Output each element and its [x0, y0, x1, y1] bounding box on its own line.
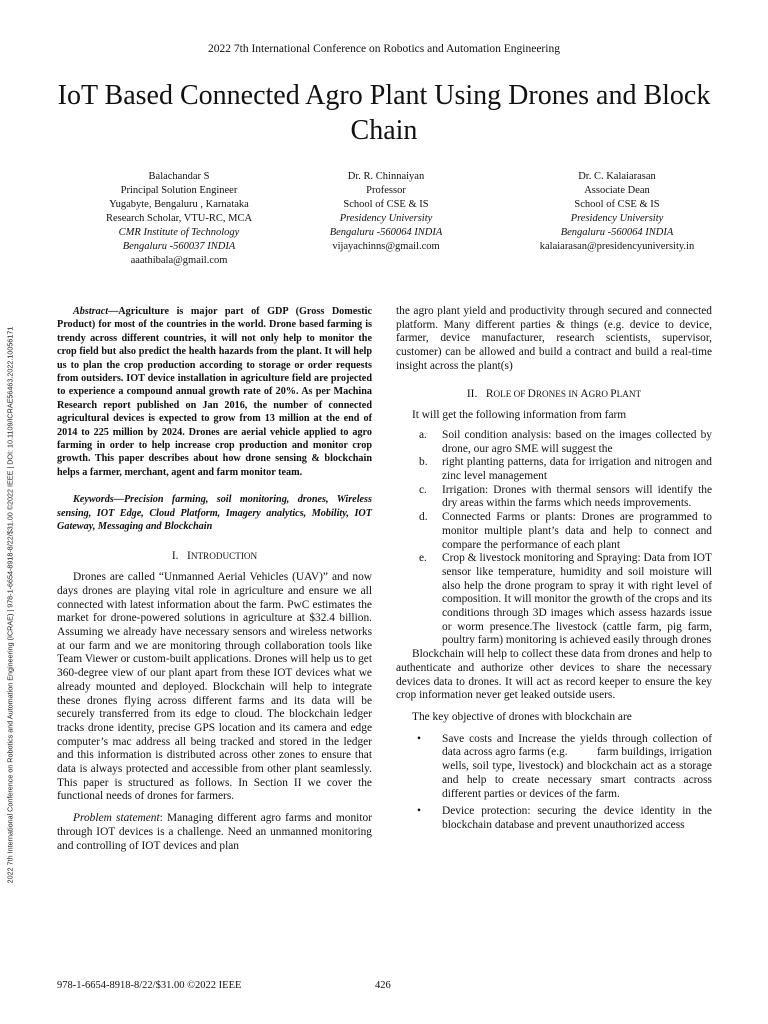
section-heading-introduction: I. INTRODUCTION: [171, 549, 258, 562]
author-email: aaathibala@gmail.com: [130, 255, 228, 266]
author-block: [79, 170, 279, 268]
list-item: c. Irrigation: Drones with thermal sensors will identify the dry areas within the farms which needs improvements.: [419, 483, 712, 510]
right-column: [396, 305, 715, 833]
copyright-footer: 978-1-6654-8918-8/22/$31.00 ©2022 IEEE: [57, 980, 242, 991]
objective-list: [396, 732, 715, 833]
problem-statement: [57, 812, 372, 853]
abstract: [57, 305, 372, 479]
problem-statement-label: Problem statement: [73, 812, 160, 825]
page-number: 426: [375, 980, 391, 991]
author-affiliation: Presidency University: [339, 213, 433, 224]
list-item: • Save costs and Increase the yields through collection of data across agro farms (e.g. farm buildings, irrigation wells, soil type, livestock) and blockchain act as a storage and help to create necessary smart contracts across different parties or devices of the farm.: [417, 732, 715, 800]
list-item: • Device protection: securing the device identity in the blockchain database and prevent unauthorized access: [417, 805, 712, 831]
author-email: kalaiarasan@presidencyuniversity.in: [539, 241, 695, 252]
abstract-label: Abstract: [73, 306, 109, 317]
author-block: [517, 170, 717, 254]
author-line: Associate Dean: [584, 185, 650, 196]
list-item: a. Soil condition analysis: based on the images collected by drone, our agro SME will suggest the: [419, 428, 712, 455]
author-name: Dr. C. Kalaiarasan: [578, 171, 656, 182]
author-name: Balachandar S: [148, 171, 210, 182]
doi-side-strip: [2, 200, 18, 1010]
author-affiliation: Bengaluru -560064 INDIA: [560, 227, 674, 238]
list-item: d. Connected Farms or plants: Drones are programmed to monitor multiple plant’s data and help to connect and compare the performance of each plant: [419, 511, 712, 551]
paper-title: IoT Based Connected Agro Plant Using Drones and Block Chain: [57, 80, 711, 146]
author-affiliation: Bengaluru -560064 INDIA: [329, 227, 443, 238]
bullet-icon: •: [417, 805, 421, 818]
author-affiliation: Bengaluru -560037 INDIA: [122, 241, 236, 252]
section-heading-role-of-drones: II. ROLE OF DRONES IN AGRO PLANT: [466, 387, 642, 400]
author-block: [286, 170, 486, 254]
author-line: School of CSE & IS: [343, 199, 429, 210]
section2-intro: It will get the following information from farm: [412, 409, 627, 422]
author-email: vijayachinns@gmail.com: [332, 241, 440, 252]
keywords-text: —Precision farming, soil monitoring, drones, Wireless sensing, IOT Edge, Cloud Platform, Imagery analytics, Mobility, IOT Gateway, Messaging and Blockchain: [57, 494, 372, 533]
conference-header: 2022 7th International Conference on Robotics and Automation Engineering: [208, 43, 560, 55]
author-line: School of CSE & IS: [574, 199, 660, 210]
intro-paragraph: Drones are called “Unmanned Aerial Vehicles (UAV)” and now days drones are playing vital role in agriculture and ensure we all connected with latest information about the farm. PwC estimates the market for drone-powered solutions in agriculture at $32.4 billion. Assuming we already have necessary sensors and wireless networks at our farm and we are monitoring through collaboration tools like Team Viewer or custom-built applications. Drones will help us to get 360-degree view of our plant apart from these IOT devices what we already mounted and deployed. Blockchain will help to integrate these drones flying across different farms and its data will be securely transferred from its edge to cloud. The blockchain ledger tracks drone identity, precise GPS location and its camera and edge computer’s mac address all being tracked and stored in the ledger and this information is distributed across other zones to ensure that data is always protected and accessible from other plant seamlessly. This paper is structured as follows. In Section II we cover the functional needs of drones for farmers.: [57, 571, 372, 803]
author-affiliation: CMR Institute of Technology: [118, 227, 240, 238]
info-list: [396, 429, 712, 648]
author-line: Principal Solution Engineer: [120, 185, 238, 196]
key-objective: The key objective of drones with blockchain are: [412, 710, 632, 723]
blockchain-paragraph: Blockchain will help to collect these data from drones and help to authenticate and authorize other devices to share the necessary devices data to drones. It will act as record keeper to ensure the key crop information never get leaked outside users.: [396, 648, 712, 702]
author-line: Yugabyte, Bengaluru , Karnataka: [109, 199, 249, 210]
continued-paragraph: the agro plant yield and productivity through secured and connected platform. Many different parties & things (e.g. device to device, farmer, device manufacturer, research scientists, supervisor, customer) can be allowed and build a contract and build a real-time insight across the plant(s): [396, 305, 712, 372]
author-line: Research Scholar, VTU-RC, MCA: [105, 213, 253, 224]
keywords: [57, 493, 372, 533]
author-affiliation: Presidency University: [570, 213, 664, 224]
doi-side-text: 2022 7th International Conference on Robotics and Automation Engineering (ICRAE) | 978-1-6654-8918-8/22/$31.00 ©2022 IEEE | DOI: 10.1109/ICRAE56463.2022.10056171: [5, 326, 15, 884]
problem-statement-text: : Managing different agro farms and monitor through IOT devices is a challenge. Need an unmanned monitoring and controlling of IOT devices and plan: [57, 812, 372, 852]
list-item: b. right planting patterns, data for irrigation and nitrogen and zinc level management: [419, 456, 712, 483]
left-column: [57, 305, 372, 853]
author-line: Professor: [366, 185, 406, 196]
bullet-icon: •: [417, 732, 421, 745]
list-item: e. Crop & livestock monitoring and Spraying: Data from IOT sensor like temperature, humidity and soil moisture will also help the drone program to spray it with right level of composition. It will monitor the growth of the crops and its conditions through 3D images which assess hazards issue or worm presence.The livestock (cattle farm, pig farm, poultry farm) monitoring is achieved easily through drones: [419, 552, 712, 647]
author-name: Dr. R. Chinnaiyan: [347, 171, 425, 182]
keywords-label: Keywords: [73, 494, 114, 506]
abstract-text: —Agriculture is major part of GDP (Gross Domestic Product) for most of the countries in the world. Drone based farming is trendy across different countries, it will not only help to monitor the crop field but also predict the health hazards from the plant. It will help us to plan the crop production according to storage or order requests from outsiders. IOT device installation in agriculture field are projected to experience a compound annual growth rate of 20%. As per Machina Research report published on Jan 2016, the number of connected agricultural devices is expected to grow from 13 million at the end of 2014 to 225 million by 2024. Drones are aerial vehicle applied to agro farming in order to help increase crop production and monitor crop growth. This paper describes about how drone sensing & blockchain helps a farmer, merchant, agent and farm monitor team.: [57, 306, 372, 478]
